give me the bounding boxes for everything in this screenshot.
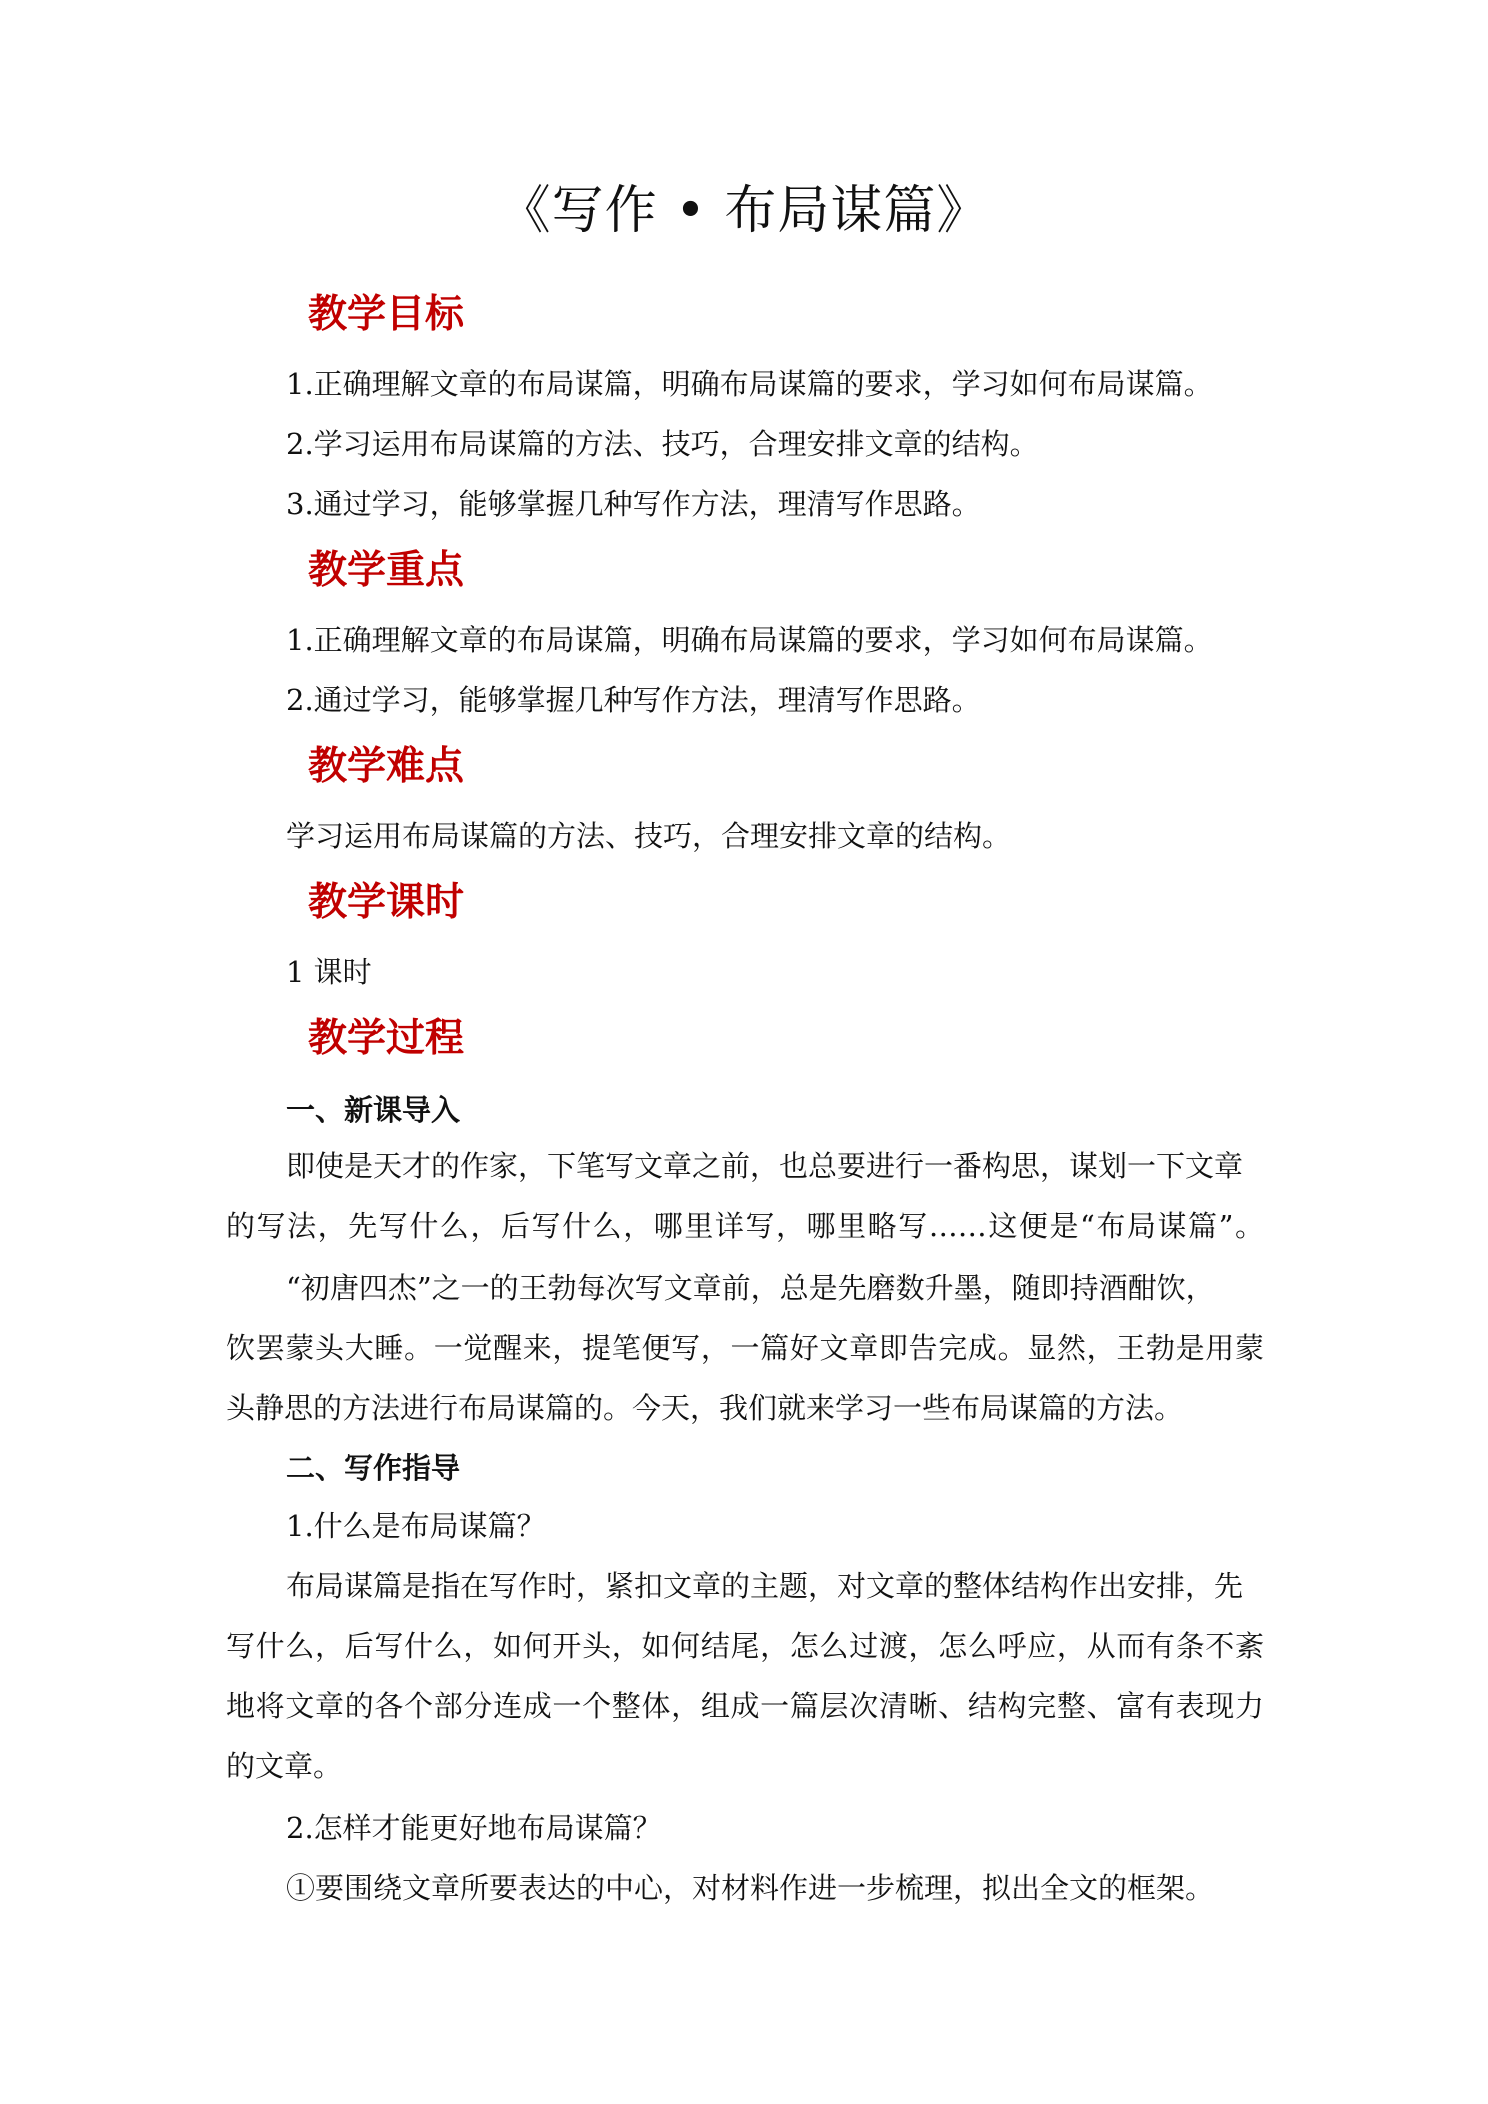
section-heading-difficulties: 教学难点 <box>308 743 465 789</box>
section-heading-process: 教学过程 <box>308 1015 465 1061</box>
objective-item: 2.学习运用布局谋篇的方法、技巧，合理安排文章的结构。 <box>286 427 1039 461</box>
paragraph-line: 布局谋篇是指在写作时，紧扣文章的主题，对文章的整体结构作出安排，先 <box>286 1569 1244 1603</box>
paragraph-line: 的文章。 <box>226 1749 343 1783</box>
question-line: 1.什么是布局谋篇？ <box>286 1509 546 1543</box>
section-heading-class-hours: 教学课时 <box>308 879 465 925</box>
objective-item: 3.通过学习，能够掌握几种写作方法，理清写作思路。 <box>286 487 981 521</box>
document-title: 《写作 • 布局谋篇》 <box>498 181 990 241</box>
subheading-new-lesson-intro: 一、新课导入 <box>286 1093 461 1127</box>
section-heading-key-points: 教学重点 <box>308 547 465 593</box>
class-hours-text: 1 课时 <box>286 955 372 989</box>
subheading-writing-guidance: 二、写作指导 <box>286 1451 461 1485</box>
question-line: 2.怎样才能更好地布局谋篇？ <box>286 1811 662 1845</box>
paragraph-line: 饮罢蒙头大睡。一觉醒来，提笔便写，一篇好文章即告完成。显然，王勃是用蒙 <box>226 1331 1264 1365</box>
key-point-item: 1.正确理解文章的布局谋篇，明确布局谋篇的要求，学习如何布局谋篇。 <box>286 623 1213 657</box>
paragraph-line: 写什么，后写什么，如何开头，如何结尾，怎么过渡，怎么呼应，从而有条不紊 <box>226 1629 1264 1663</box>
objective-item: 1.正确理解文章的布局谋篇，明确布局谋篇的要求，学习如何布局谋篇。 <box>286 367 1213 401</box>
paragraph-line: 头静思的方法进行布局谋篇的。今天，我们就来学习一些布局谋篇的方法。 <box>226 1391 1184 1425</box>
key-point-item: 2.通过学习，能够掌握几种写作方法，理清写作思路。 <box>286 683 981 717</box>
paragraph-line: 地将文章的各个部分连成一个整体，组成一篇层次清晰、结构完整、富有表现力 <box>226 1689 1264 1723</box>
paragraph-line: “初唐四杰”之一的王勃每次写文章前，总是先磨数升墨，随即持酒酣饮， <box>286 1271 1215 1305</box>
difficulty-text: 学习运用布局谋篇的方法、技巧，合理安排文章的结构。 <box>286 819 1012 853</box>
section-heading-objectives: 教学目标 <box>308 291 465 337</box>
paragraph-line: 的写法，先写什么，后写什么，哪里详写，哪里略写……这便是“布局谋篇”。 <box>226 1209 1264 1243</box>
paragraph-line: ①要围绕文章所要表达的中心，对材料作进一步梳理，拟出全文的框架。 <box>286 1871 1215 1905</box>
paragraph-line: 即使是天才的作家，下笔写文章之前，也总要进行一番构思，谋划一下文章 <box>286 1149 1244 1183</box>
